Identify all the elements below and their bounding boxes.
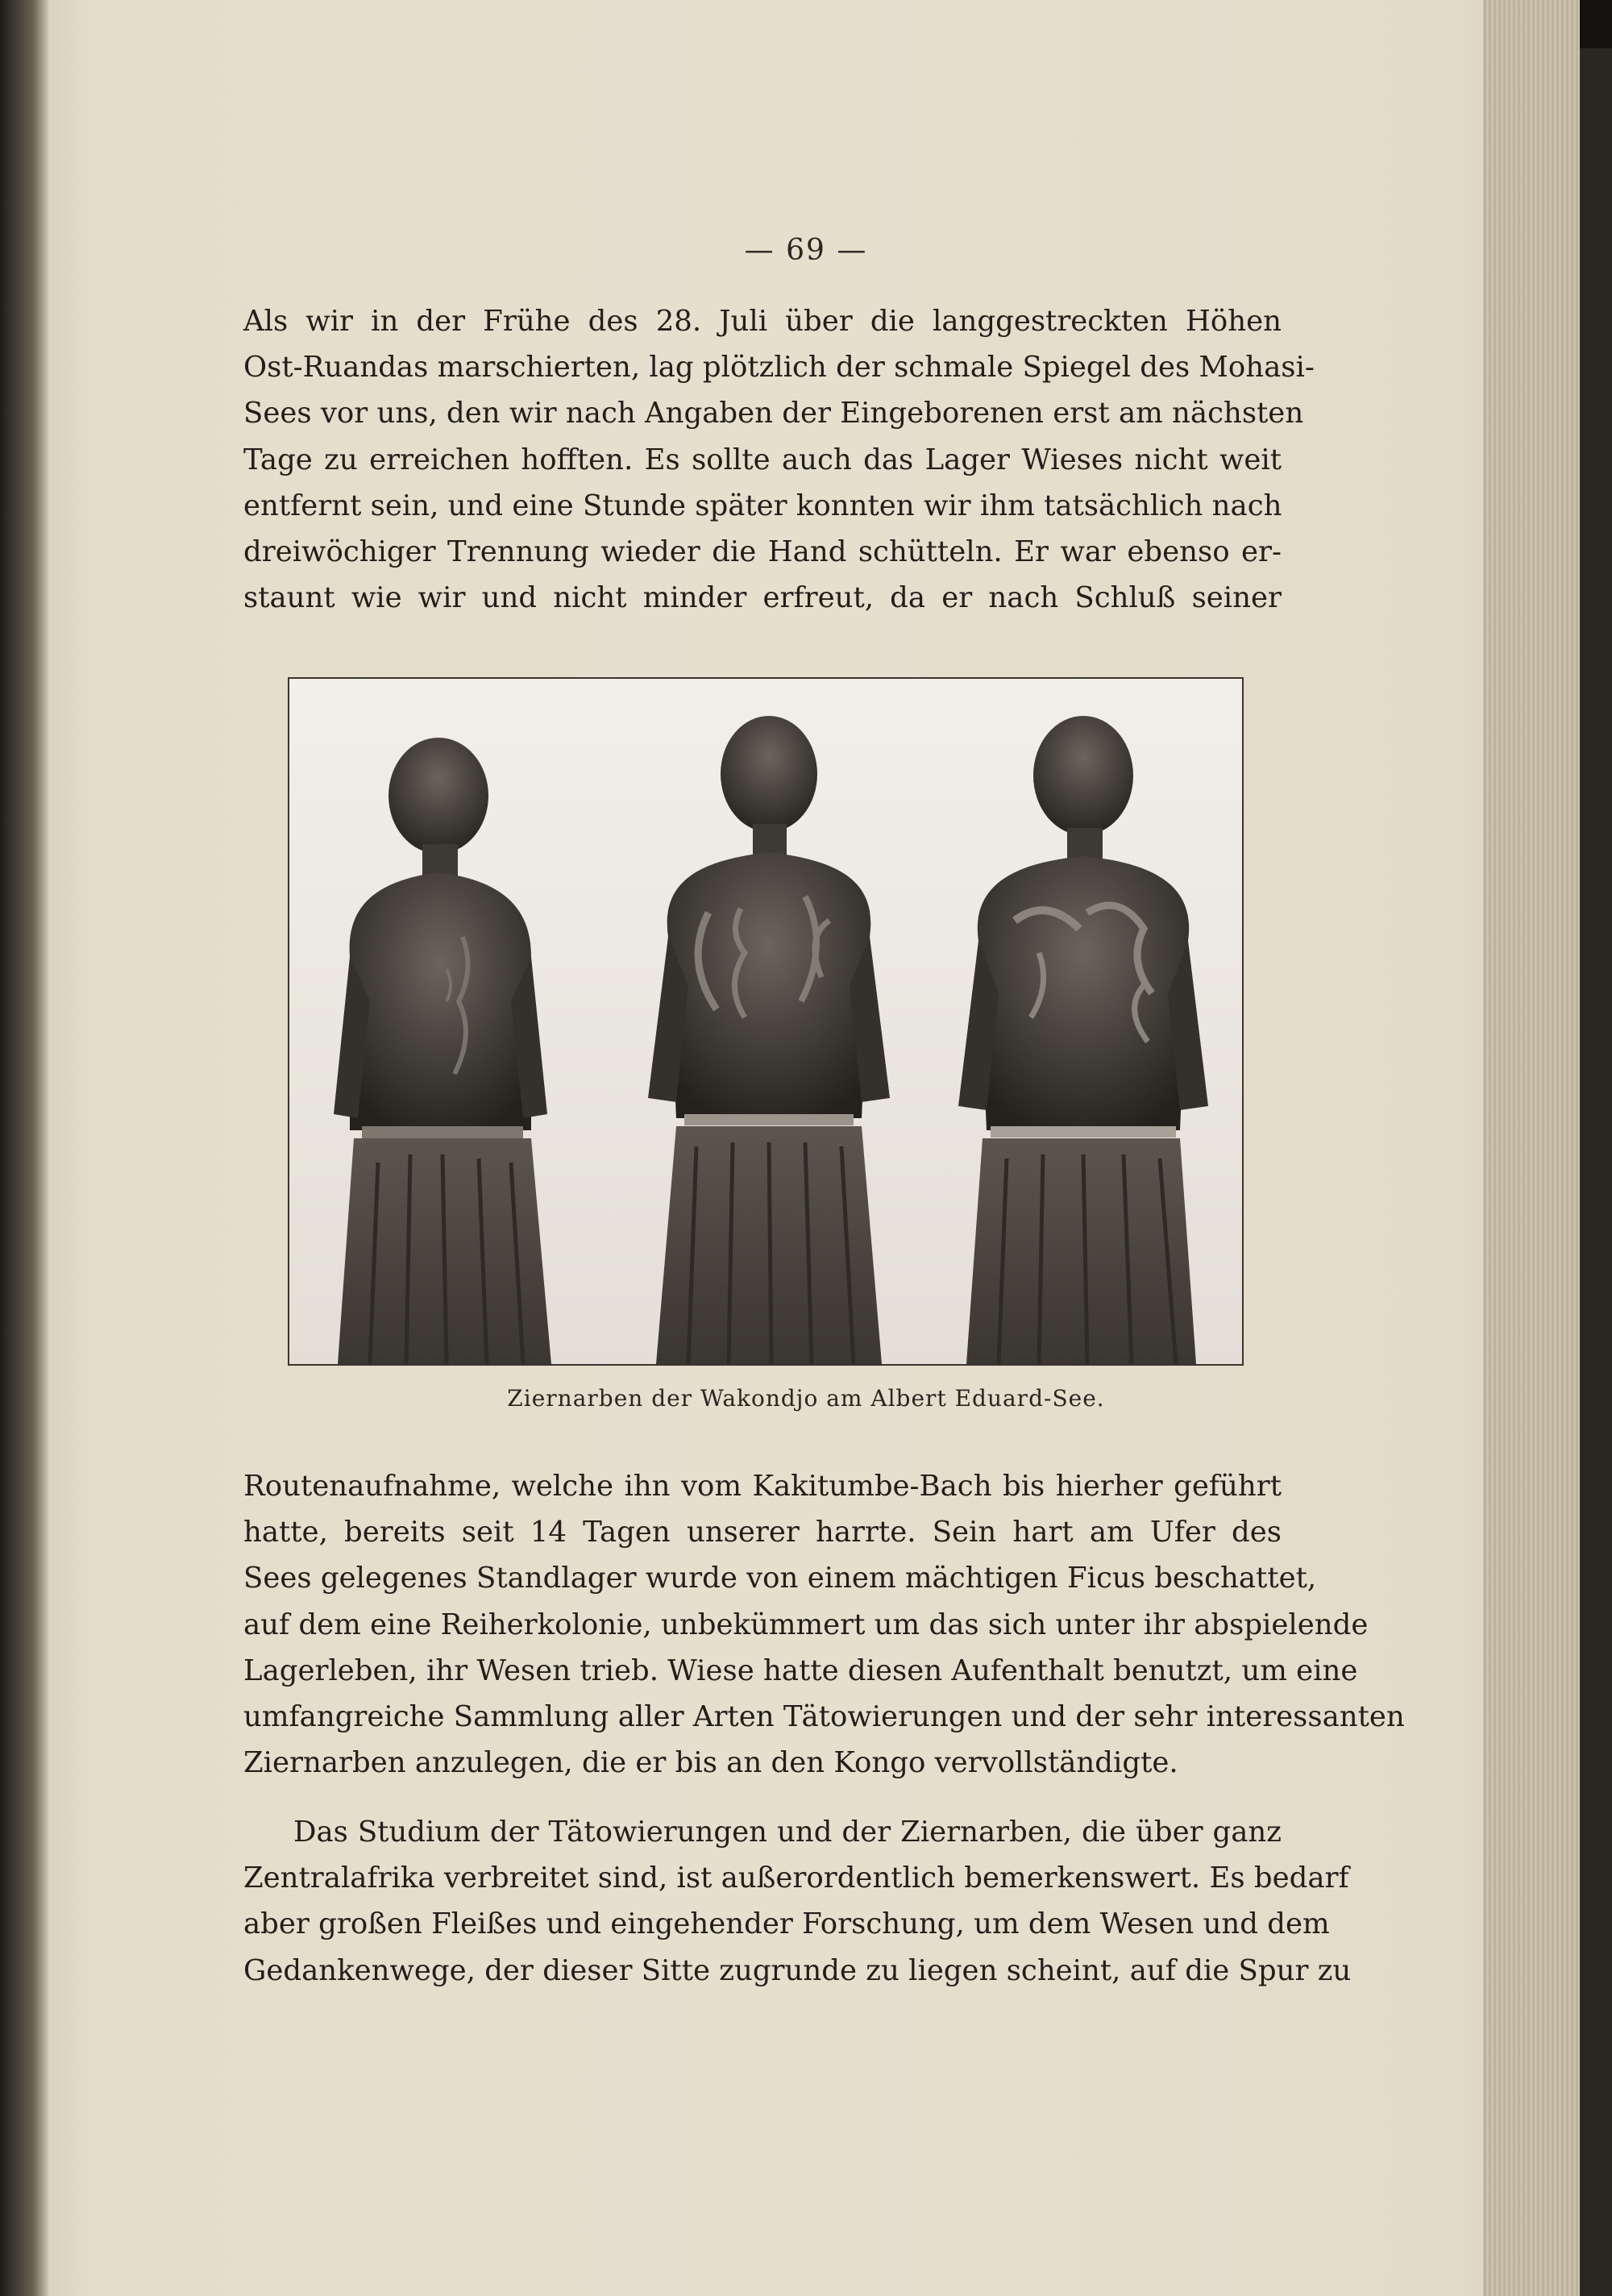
- text-line: dreiwöchiger Trennung wieder die Hand schütteln. Er war ebenso er-: [243, 535, 1282, 569]
- page-edges: [1483, 0, 1580, 2296]
- text-line: umfangreiche Sammlung aller Arten Tätowierungen und der sehr interessanten: [243, 1700, 1405, 1734]
- paragraph-2: [243, 1463, 1405, 1786]
- text-line: entfernt sein, und eine Stunde später konnten wir ihm tatsächlich nach: [243, 489, 1282, 522]
- paragraph-3: [243, 1809, 1352, 1994]
- text-line: Gedankenwege, der dieser Sitte zugrunde zu liegen scheint, auf die Spur zu: [243, 1953, 1352, 1987]
- text-line: Lagerleben, ihr Wesen trieb. Wiese hatte diesen Aufenthalt benutzt, um eine: [243, 1653, 1358, 1687]
- text-line: Sees gelegenes Standlager wurde von einem mächtigen Ficus beschattet,: [243, 1562, 1317, 1595]
- text-line: Ziernarben anzulegen, die er bis an den Kongo vervollständigte.: [243, 1746, 1178, 1780]
- page-number: — 69 —: [744, 234, 868, 267]
- text-line: auf dem eine Reiherkolonie, unbekümmert um das sich unter ihr abspielende: [243, 1608, 1369, 1641]
- text-line: hatte, bereits seit 14 Tagen unserer harrte. Sein hart am Ufer des: [243, 1516, 1282, 1549]
- text-line: Tage zu erreichen hofften. Es sollte auch das Lager Wieses nicht weit: [243, 443, 1282, 476]
- photograph-figure: [288, 677, 1244, 1366]
- text-line: Routenaufnahme, welche ihn vom Kakitumbe-Bach bis hierher geführt: [243, 1470, 1282, 1503]
- text-line: aber großen Fleißes und eingehender Forschung, um dem Wesen und dem: [243, 1907, 1330, 1941]
- text-line: Sees vor uns, den wir nach Angaben der Eingeborenen erst am nächsten: [243, 397, 1304, 430]
- text-line: Als wir in der Frühe des 28. Juli über die langgestreckten Höhen: [243, 305, 1282, 338]
- text-line: Das Studium der Tätowierungen und der Ziernarben, die über ganz: [293, 1816, 1282, 1849]
- photograph-illustration: [289, 679, 1242, 1364]
- text-line: staunt wie wir und nicht minder erfreut, da er nach Schluß seiner: [243, 581, 1282, 615]
- background-corner: [1580, 0, 1612, 48]
- figure-caption: Ziernarben der Wakondjo am Albert Eduard-See.: [507, 1385, 1105, 1412]
- text-line: Zentralafrika verbreitet sind, ist außerordentlich bemerkenswert. Es bedarf: [243, 1861, 1349, 1895]
- text-line: Ost-Ruandas marschierten, lag plötzlich der schmale Spiegel des Mohasi-: [243, 351, 1315, 385]
- paragraph-1: [243, 298, 1315, 621]
- book-binding-shadow: [0, 0, 48, 2296]
